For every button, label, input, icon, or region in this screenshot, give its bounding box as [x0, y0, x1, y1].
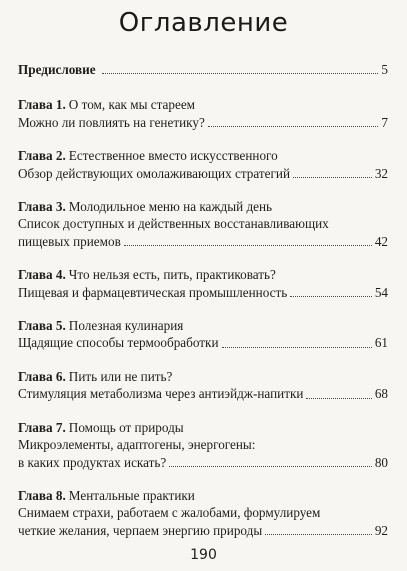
table-of-contents	[18, 61, 388, 539]
toc-entry-chapter-6	[18, 368, 388, 403]
toc-entry-title-line	[18, 419, 388, 436]
chapter-subtitle: четкие желания, черпаем энергию природы	[18, 522, 263, 538]
chapter-label: Глава 7.	[18, 419, 66, 435]
page-number: 42	[374, 233, 388, 249]
toc-entry-title-line	[18, 96, 388, 113]
dot-leader	[293, 177, 372, 178]
chapter-title: Ментальные практики	[68, 487, 195, 503]
toc-entry-chapter-2	[18, 147, 388, 182]
dot-leader	[102, 73, 379, 74]
chapter-subtitle: Пищевая и фармацевтическая промышленность	[18, 284, 288, 300]
page-title: Оглавление	[118, 8, 289, 38]
chapter-title: Полезная кулинария	[68, 318, 184, 334]
chapter-subtitle: Снимаем страхи, работаем с жалобами, формулируем	[18, 505, 321, 521]
toc-entry-subtitle-line	[18, 436, 388, 453]
toc-entry-chapter-1	[18, 96, 388, 131]
toc-entry-subtitle-line	[18, 385, 388, 402]
chapter-title: Помощь от природы	[68, 419, 184, 435]
page-number: 80	[374, 454, 388, 470]
toc-entry-subtitle-line	[18, 215, 388, 232]
chapter-label: Глава 6.	[18, 368, 66, 384]
dot-leader	[124, 245, 372, 246]
chapter-subtitle: пищевых приемов	[18, 233, 121, 249]
chapter-label: Глава 3.	[18, 199, 66, 215]
toc-entry-subtitle-line	[18, 522, 388, 539]
dot-leader	[208, 126, 379, 127]
chapter-subtitle: Обзор действующих омолаживающих стратегий	[18, 165, 291, 181]
dot-leader	[169, 466, 372, 467]
chapter-title: Пить или не пить?	[68, 368, 173, 384]
page-number: 5	[381, 62, 388, 77]
toc-entry-title-line	[18, 317, 388, 334]
chapter-label: Глава 1.	[18, 97, 66, 113]
page-number: 32	[374, 165, 388, 181]
toc-entry-subtitle-line	[18, 233, 388, 250]
chapter-label: Глава 2.	[18, 148, 66, 164]
toc-entry-subtitle-line	[18, 114, 388, 131]
toc-entry-chapter-8	[18, 487, 388, 539]
dot-leader	[265, 534, 372, 535]
page-folio-number: 190	[190, 547, 217, 563]
toc-entry-label: Предисловие	[18, 62, 96, 77]
toc-entry-subtitle-line	[18, 454, 388, 471]
chapter-subtitle: в каких продуктах искать?	[18, 454, 167, 470]
chapter-title: Что нельзя есть, пить, практиковать?	[68, 267, 276, 283]
dot-leader	[290, 296, 372, 297]
dot-leader	[306, 398, 371, 399]
toc-entry-subtitle-line	[18, 504, 388, 521]
chapter-title: Молодильное меню на каждый день	[68, 199, 273, 215]
toc-entry-title-line	[18, 198, 388, 215]
page-number: 7	[381, 114, 388, 130]
page-number: 92	[374, 522, 388, 538]
chapter-label: Глава 8.	[18, 487, 66, 503]
page-number: 54	[374, 284, 388, 300]
chapter-title: Естественное вместо искусственного	[68, 148, 278, 164]
chapter-subtitle: Список доступных и действенных восстанавливающих	[18, 216, 329, 232]
page-number: 68	[374, 386, 388, 402]
page-number: 61	[374, 335, 388, 351]
toc-entry-subtitle-line	[18, 165, 388, 182]
toc-entry-line	[18, 61, 388, 78]
toc-entry-chapter-4	[18, 266, 388, 301]
chapter-label: Глава 5.	[18, 318, 66, 334]
toc-entry-title-line	[18, 147, 388, 164]
chapter-label: Глава 4.	[18, 267, 66, 283]
toc-entry-title-line	[18, 368, 388, 385]
chapter-title: О том, как мы стареем	[68, 97, 196, 113]
toc-entry-title-line	[18, 487, 388, 504]
toc-entry-title-line	[18, 266, 388, 283]
toc-entry-chapter-3	[18, 198, 388, 250]
dot-leader	[222, 347, 372, 348]
toc-entry-chapter-7	[18, 419, 388, 471]
chapter-subtitle: Щадящие способы термообработки	[18, 335, 219, 351]
toc-entry-subtitle-line	[18, 334, 388, 351]
chapter-subtitle: Микроэлементы, адаптогены, энергогены:	[18, 437, 256, 453]
chapter-subtitle: Можно ли повлиять на генетику?	[18, 114, 205, 130]
toc-entry-preface	[18, 61, 388, 78]
toc-entry-subtitle-line	[18, 284, 388, 301]
toc-entry-chapter-5	[18, 317, 388, 352]
chapter-subtitle: Стимуляция метаболизма через антиэйдж-напитки	[18, 386, 304, 402]
